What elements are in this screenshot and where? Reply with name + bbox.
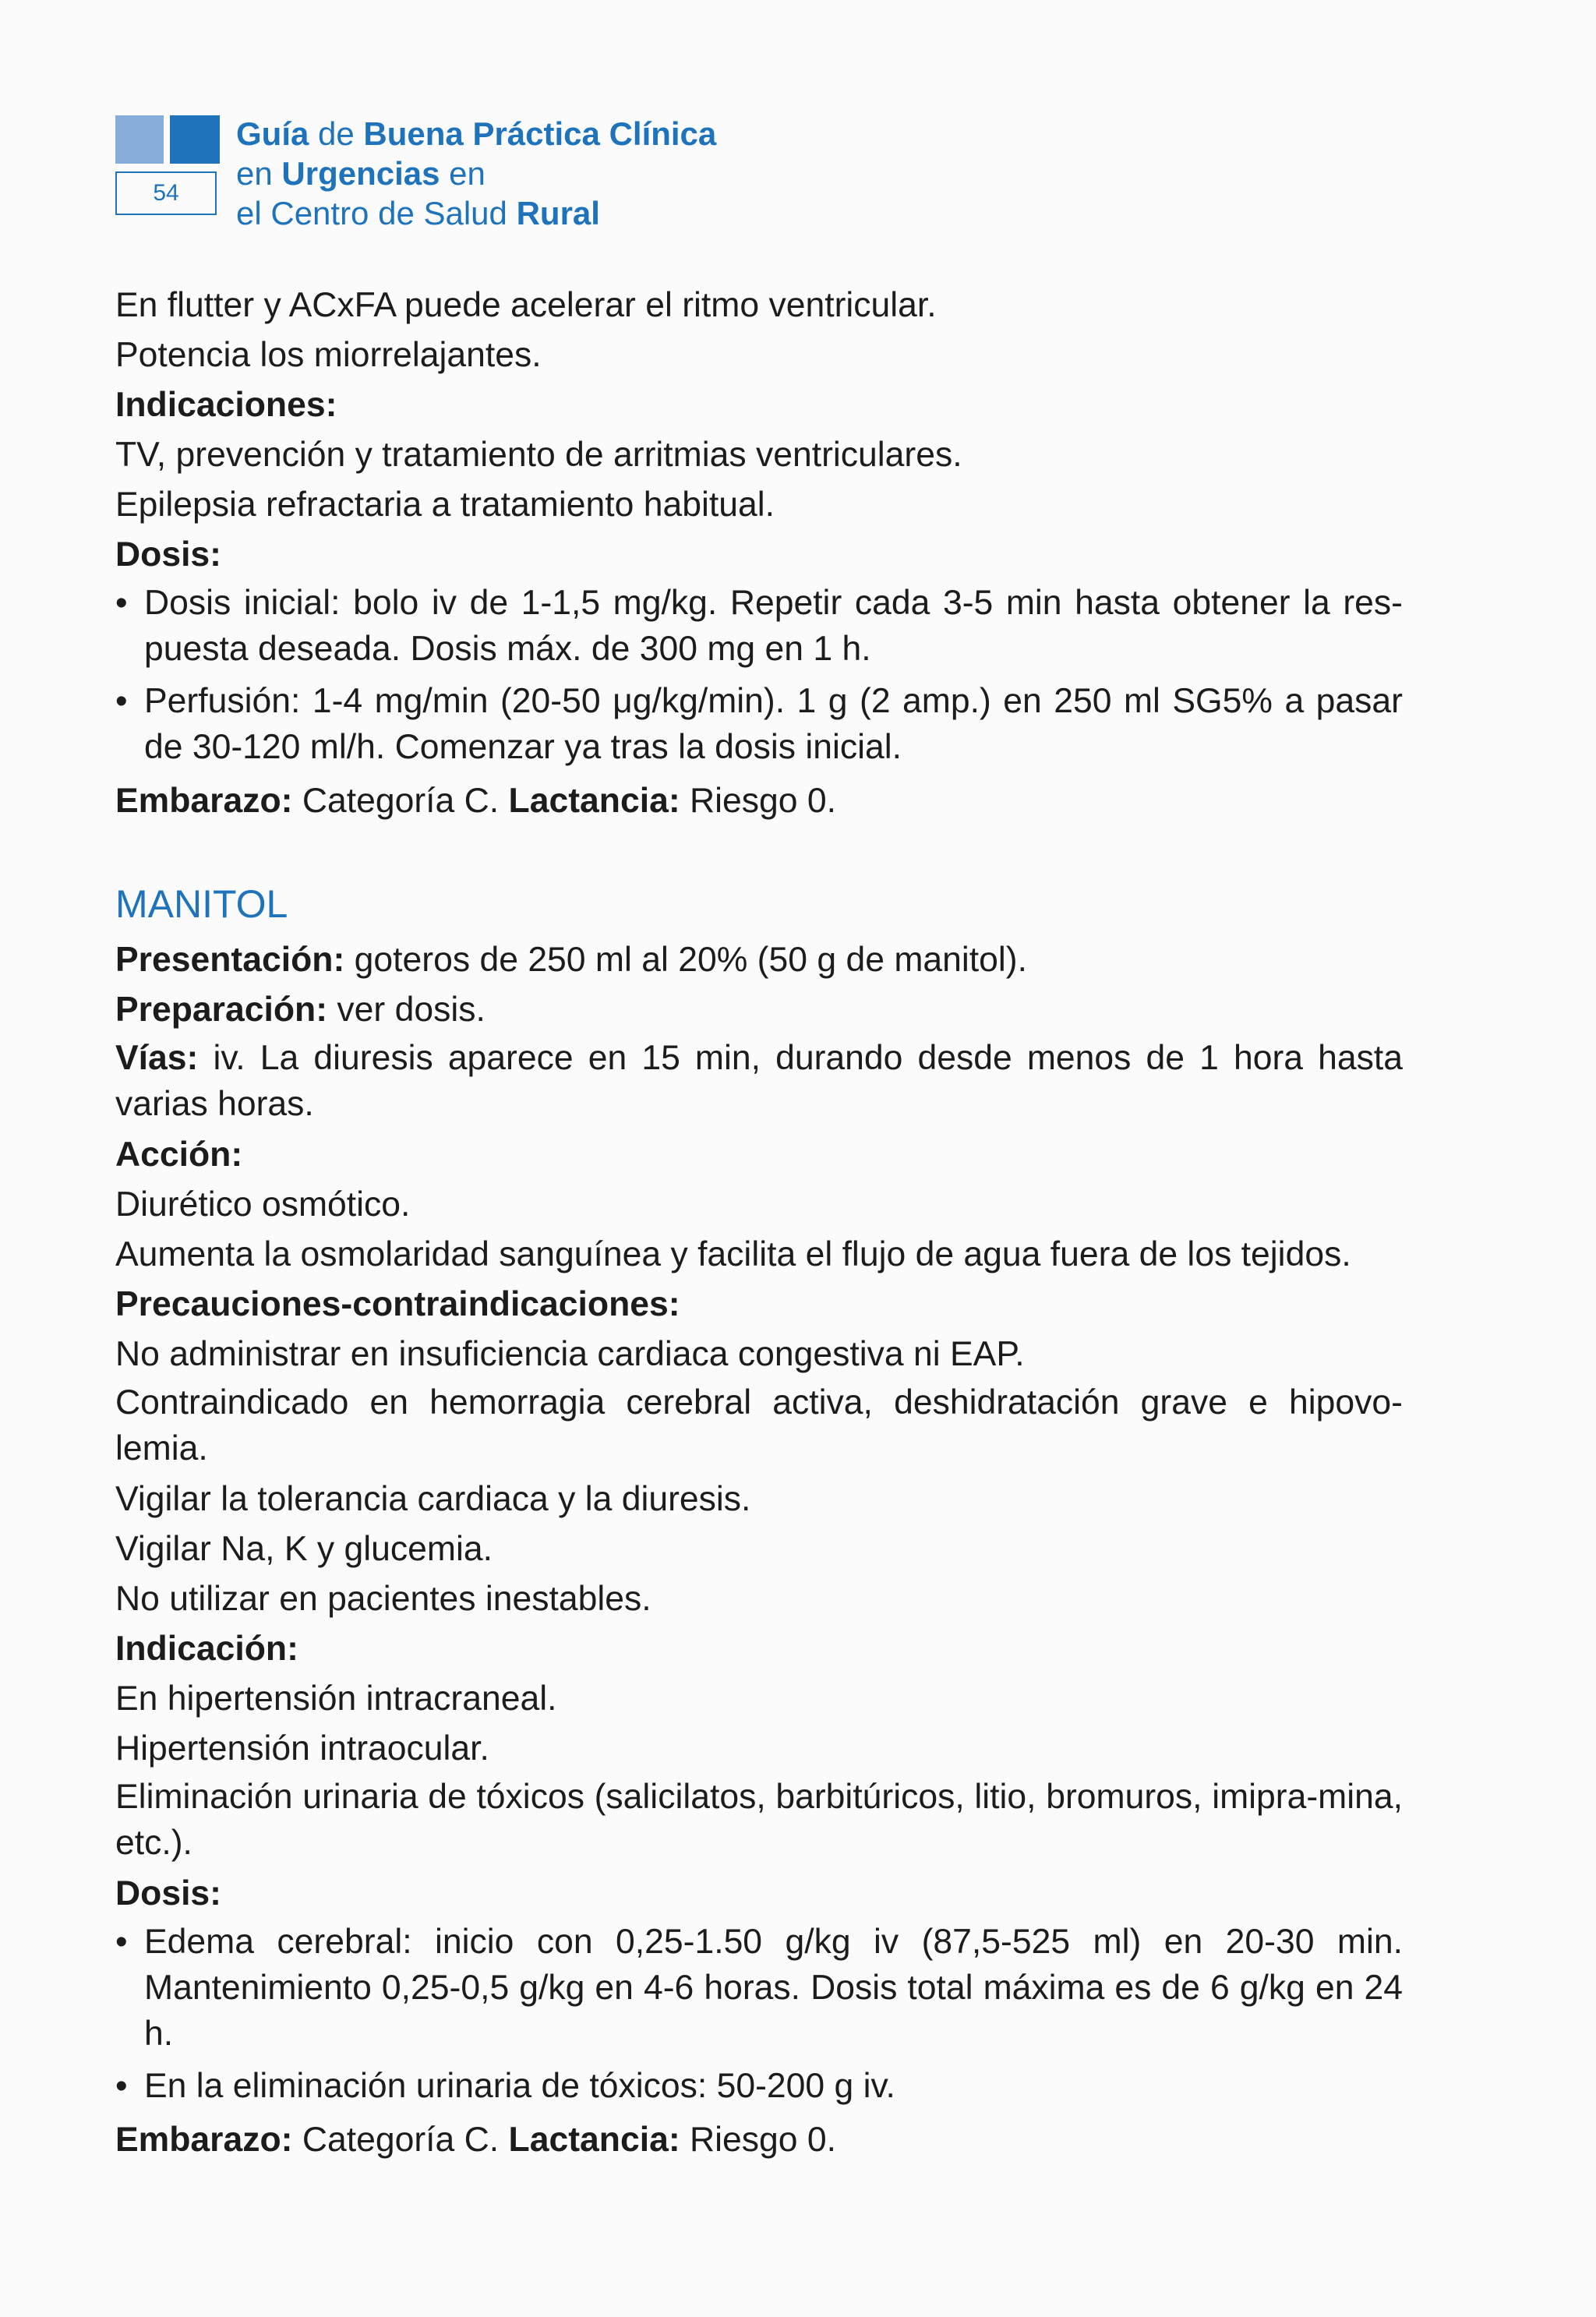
text-line: Eliminación urinaria de tóxicos (salicilatos, barbitúricos, litio, bromuros, imipra-mina, etc.). [115, 1778, 1403, 1862]
embarazo-line: Embarazo: Categoría C. Lactancia: Riesgo 0. [115, 782, 837, 820]
dosis-heading: Dosis: [115, 535, 221, 574]
logo-square-dark [170, 115, 220, 164]
presentacion-line: Presentación: goteros de 250 ml al 20% (50 g de manitol). [115, 941, 1027, 979]
accion-heading: Acción: [115, 1136, 243, 1174]
page-content [115, 281, 1403, 2165]
text-line: Aumenta la osmolaridad sanguínea y facilita el flujo de agua fuera de los tejidos. [115, 1235, 1351, 1273]
dosis-list [115, 1919, 1403, 2109]
section-title-manitol: MANITOL [115, 882, 288, 926]
text-line: Vigilar Na, K y glucemia. [115, 1530, 493, 1568]
vias-line: Vías: iv. La diuresis aparece en 15 min, durando desde menos de 1 hora hasta varias horas. [115, 1039, 1403, 1123]
text-line: Epilepsia refractaria a tratamiento habitual. [115, 486, 775, 524]
list-item: • Edema cerebral: inicio con 0,25-1.50 g/kg iv (87,5-525 ml) en 20-30 min. Mantenimiento 0,25-0,5 g/kg en 4-6 horas. Dosis total máxima es de 6 g/kg en 24 h. [115, 1923, 1403, 2053]
list-item: • Perfusión: 1-4 mg/min (20-50 μg/kg/min). 1 g (2 amp.) en 250 ml SG5% a pasar de 30-120 ml/h. Comenzar ya tras la dosis inicial. [115, 682, 1403, 766]
list-item: • Dosis inicial: bolo iv de 1-1,5 mg/kg. Repetir cada 3-5 min hasta obtener la res-puesta deseada. Dosis máx. de 300 mg en 1 h. [115, 584, 1403, 668]
text-line: No utilizar en pacientes inestables. [115, 1580, 651, 1618]
text-line: Hipertensión intraocular. [115, 1729, 489, 1768]
logo-square-light [115, 115, 164, 164]
text-line: TV, prevención y tratamiento de arritmias ventriculares. [115, 436, 962, 474]
dosis-heading: Dosis: [115, 1874, 221, 1913]
text-line: Vigilar la tolerancia cardiaca y la diuresis. [115, 1480, 751, 1518]
precauciones-heading: Precauciones-contraindicaciones: [115, 1285, 680, 1323]
text-line: No administrar en insuficiencia cardiaca congestiva ni EAP. [115, 1335, 1025, 1373]
indicaciones-heading: Indicaciones: [115, 386, 337, 424]
text-line: En hipertensión intracraneal. [115, 1679, 557, 1718]
text-line: Contraindicado en hemorragia cerebral activa, deshidratación grave e hipovo-lemia. [115, 1383, 1403, 1468]
indicacion-heading: Indicación: [115, 1630, 298, 1668]
list-item: • En la eliminación urinaria de tóxicos: 50-200 g iv. [115, 2067, 895, 2105]
page-number: 54 [115, 171, 217, 215]
embarazo-line: Embarazo: Categoría C. Lactancia: Riesgo 0. [115, 2121, 837, 2159]
preparacion-line: Preparación: ver dosis. [115, 991, 486, 1029]
book-title: Guía de Buena Práctica Clínica en Urgencias en el Centro de Salud Rural [236, 115, 717, 231]
dosis-list [115, 580, 1403, 770]
text-line: Potencia los miorrelajantes. [115, 336, 542, 374]
text-line: En flutter y ACxFA puede acelerar el ritmo ventricular. [115, 286, 937, 324]
page-header [115, 115, 817, 231]
text-line: Diurético osmótico. [115, 1185, 411, 1224]
